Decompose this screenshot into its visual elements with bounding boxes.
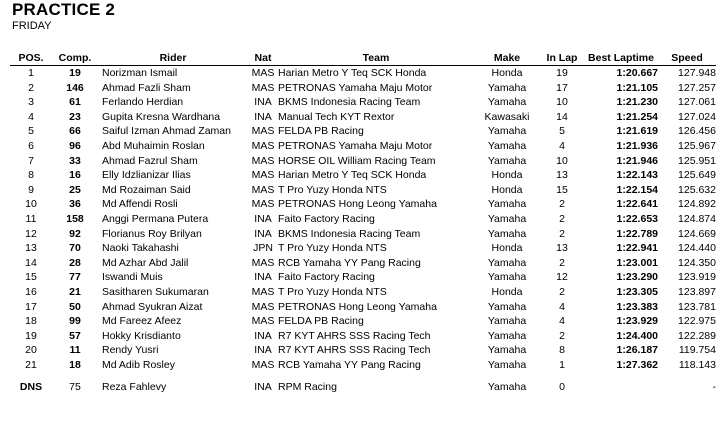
- column-header-team: Team: [278, 50, 474, 66]
- speed-cell: 124.669: [678, 227, 716, 240]
- make-cell: Yamaha: [487, 358, 527, 371]
- table-row: [10, 256, 716, 271]
- rider-cell: Md Rozaiman Said: [102, 183, 191, 196]
- comp-cell: 25: [69, 183, 81, 196]
- make-cell: Yamaha: [487, 381, 527, 394]
- speed-cell: 124.892: [678, 198, 716, 211]
- comp-cell: 19: [69, 67, 81, 79]
- team-cell: Harian Metro Y Teq SCK Honda: [278, 67, 427, 79]
- best-laptime-cell: 1:21.254: [616, 110, 658, 123]
- nat-cell: INA: [254, 212, 272, 225]
- table-row: [10, 197, 716, 212]
- team-cell: FELDA PB Racing: [278, 315, 364, 328]
- in-lap-cell: 12: [556, 271, 568, 284]
- nat-cell: INA: [254, 329, 272, 342]
- comp-cell: 57: [69, 329, 81, 342]
- comp-cell: 99: [69, 315, 81, 328]
- table-row: [10, 212, 716, 227]
- table-row: [10, 241, 716, 256]
- comp-cell: 75: [69, 381, 81, 394]
- table-row: [10, 343, 716, 358]
- nat-cell: INA: [254, 381, 272, 394]
- nat-cell: INA: [254, 96, 272, 109]
- best-laptime-cell: 1:22.154: [616, 183, 658, 196]
- rider-cell: Naoki Takahashi: [102, 242, 179, 255]
- pos-cell: 5: [28, 125, 34, 138]
- best-laptime-cell: 1:22.653: [616, 212, 658, 225]
- pos-cell: 13: [25, 242, 37, 255]
- make-cell: Yamaha: [487, 198, 527, 211]
- comp-cell: 21: [69, 285, 81, 298]
- speed-cell: 127.948: [678, 67, 716, 79]
- pos-cell: 6: [28, 139, 34, 152]
- team-cell: HORSE OIL William Racing Team: [278, 154, 436, 167]
- best-laptime-cell: 1:23.929: [616, 315, 658, 328]
- in-lap-cell: 2: [559, 227, 565, 240]
- dns-row: [10, 380, 716, 395]
- nat-cell: MAS: [251, 125, 275, 138]
- column-header-in-lap: In Lap: [540, 50, 584, 66]
- team-cell: Faito Factory Racing: [278, 212, 375, 225]
- best-laptime-cell: 1:21.619: [616, 125, 658, 138]
- table-row: [10, 270, 716, 285]
- pos-cell: 8: [28, 169, 34, 182]
- best-laptime-cell: 1:21.105: [616, 81, 658, 94]
- best-laptime-cell: 1:22.143: [616, 169, 658, 182]
- make-cell: Yamaha: [487, 125, 527, 138]
- in-lap-cell: 10: [556, 96, 568, 109]
- column-header-rider: Rider: [98, 50, 248, 66]
- column-header-make: Make: [474, 50, 540, 66]
- table-row: [10, 314, 716, 329]
- rider-cell: Hokky Krisdianto: [102, 329, 181, 342]
- nat-cell: MAS: [251, 139, 275, 152]
- comp-cell: 11: [69, 344, 81, 357]
- table-row: [10, 358, 716, 373]
- column-header-pos: POS.: [10, 50, 52, 66]
- session-day: FRIDAY: [12, 20, 52, 32]
- team-cell: Faito Factory Racing: [278, 271, 375, 284]
- pos-cell: 9: [28, 183, 34, 196]
- results-table: [10, 50, 716, 395]
- nat-cell: MAS: [251, 67, 275, 79]
- speed-cell: 125.649: [678, 169, 716, 182]
- nat-cell: MAS: [251, 198, 275, 211]
- best-laptime-cell: 1:22.941: [616, 242, 658, 255]
- best-laptime-cell: 1:23.383: [616, 300, 658, 313]
- make-cell: Honda: [491, 183, 523, 196]
- nat-cell: JPN: [253, 242, 273, 255]
- in-lap-cell: 2: [559, 329, 565, 342]
- comp-cell: 28: [69, 256, 81, 269]
- team-cell: T Pro Yuzy Honda NTS: [278, 242, 387, 255]
- make-cell: Yamaha: [487, 256, 527, 269]
- pos-cell: 16: [25, 285, 37, 298]
- team-cell: PETRONAS Yamaha Maju Motor: [278, 81, 433, 94]
- table-body: [10, 66, 716, 396]
- rider-cell: Anggi Permana Putera: [102, 212, 209, 225]
- pos-cell: 21: [25, 358, 37, 371]
- in-lap-cell: 4: [559, 300, 565, 313]
- speed-cell: 123.897: [678, 285, 716, 298]
- pos-cell: 15: [25, 271, 37, 284]
- column-header-nat: Nat: [248, 50, 278, 66]
- comp-cell: 16: [69, 169, 81, 182]
- speed-cell: 126.456: [678, 125, 716, 138]
- team-cell: BKMS Indonesia Racing Team: [278, 96, 421, 109]
- rider-cell: Md Affendi Rosli: [102, 198, 178, 211]
- speed-cell: 119.754: [678, 344, 716, 357]
- rider-cell: Ahmad Syukran Aizat: [102, 300, 203, 313]
- table-row: [10, 183, 716, 198]
- make-cell: Kawasaki: [484, 110, 530, 123]
- pos-cell: 3: [28, 96, 34, 109]
- comp-cell: 33: [69, 154, 81, 167]
- pos-cell: 20: [25, 344, 37, 357]
- in-lap-cell: 19: [556, 67, 568, 79]
- speed-cell: 125.951: [678, 154, 716, 167]
- team-cell: T Pro Yuzy Honda NTS: [278, 183, 387, 196]
- team-cell: Manual Tech KYT Rextor: [278, 110, 395, 123]
- rider-cell: Norizman Ismail: [102, 67, 178, 79]
- pos-cell: 18: [25, 315, 37, 328]
- table-row: [10, 95, 716, 110]
- nat-cell: MAS: [251, 154, 275, 167]
- in-lap-cell: 8: [559, 344, 565, 357]
- table-row: [10, 154, 716, 169]
- table-row: [10, 124, 716, 139]
- best-laptime-cell: [584, 380, 658, 395]
- table-row: [10, 110, 716, 125]
- best-laptime-cell: 1:23.290: [616, 271, 658, 284]
- best-laptime-cell: 1:21.230: [616, 96, 658, 109]
- best-laptime-cell: 1:20.667: [616, 67, 658, 79]
- speed-cell: 127.024: [678, 110, 716, 123]
- in-lap-cell: 2: [559, 212, 565, 225]
- speed-cell: 123.919: [678, 271, 716, 284]
- speed-cell: 124.440: [678, 242, 716, 255]
- nat-cell: INA: [254, 227, 272, 240]
- comp-cell: 18: [69, 358, 81, 371]
- in-lap-cell: 2: [559, 285, 565, 298]
- make-cell: Yamaha: [487, 96, 527, 109]
- make-cell: Honda: [491, 285, 523, 298]
- in-lap-cell: 2: [559, 198, 565, 211]
- best-laptime-cell: 1:23.001: [616, 256, 658, 269]
- rider-cell: Rendy Yusri: [102, 344, 159, 357]
- team-cell: PETRONAS Hong Leong Yamaha: [278, 198, 437, 211]
- row-spacer: [10, 372, 716, 380]
- make-cell: Honda: [491, 242, 523, 255]
- rider-cell: Gupita Kresna Wardhana: [102, 110, 221, 123]
- page-title: PRACTICE 2: [12, 0, 116, 19]
- team-cell: BKMS Indonesia Racing Team: [278, 227, 421, 240]
- pos-cell: 7: [28, 154, 34, 167]
- comp-cell: 61: [69, 96, 81, 109]
- column-header-best-laptime: Best Laptime: [584, 50, 658, 66]
- best-laptime-cell: 1:27.362: [616, 358, 658, 371]
- make-cell: Yamaha: [487, 212, 527, 225]
- team-cell: RCB Yamaha YY Pang Racing: [278, 358, 421, 371]
- nat-cell: MAS: [251, 183, 275, 196]
- table-row: [10, 168, 716, 183]
- rider-cell: Iswandi Muis: [102, 271, 163, 284]
- team-cell: R7 KYT AHRS SSS Racing Tech: [278, 344, 431, 357]
- in-lap-cell: 4: [559, 139, 565, 152]
- in-lap-cell: 13: [556, 242, 568, 255]
- pos-cell: DNS: [19, 381, 43, 394]
- nat-cell: MAS: [251, 285, 275, 298]
- comp-cell: 36: [69, 198, 81, 211]
- comp-cell: 92: [69, 227, 81, 240]
- nat-cell: MAS: [251, 256, 275, 269]
- pos-cell: 2: [28, 81, 34, 94]
- team-cell: R7 KYT AHRS SSS Racing Tech: [278, 329, 431, 342]
- rider-cell: Ahmad Fazrul Sham: [102, 154, 198, 167]
- comp-cell: 158: [66, 212, 84, 225]
- nat-cell: MAS: [251, 358, 275, 371]
- make-cell: Yamaha: [487, 315, 527, 328]
- make-cell: Yamaha: [487, 139, 527, 152]
- best-laptime-cell: 1:26.187: [616, 344, 658, 357]
- rider-cell: Sasitharen Sukumaran: [102, 285, 209, 298]
- nat-cell: MAS: [251, 315, 275, 328]
- table-row: [10, 66, 716, 81]
- make-cell: Yamaha: [487, 329, 527, 342]
- rider-cell: Md Azhar Abd Jalil: [102, 256, 189, 269]
- comp-cell: 77: [69, 271, 81, 284]
- pos-cell: 19: [25, 329, 37, 342]
- comp-cell: 50: [69, 300, 81, 313]
- nat-cell: MAS: [251, 169, 275, 182]
- in-lap-cell: 2: [559, 256, 565, 269]
- make-cell: Yamaha: [487, 271, 527, 284]
- rider-cell: Md Adib Rosley: [102, 358, 175, 371]
- nat-cell: INA: [254, 110, 272, 123]
- make-cell: Yamaha: [487, 344, 527, 357]
- nat-cell: MAS: [251, 300, 275, 313]
- pos-cell: 11: [25, 212, 37, 225]
- speed-cell: 122.975: [678, 315, 716, 328]
- speed-cell: 124.350: [678, 256, 716, 269]
- table-row: [10, 285, 716, 300]
- rider-cell: Md Fareez Afeez: [102, 315, 182, 328]
- nat-cell: INA: [254, 344, 272, 357]
- speed-cell: 118.143: [678, 358, 716, 371]
- pos-cell: 4: [28, 110, 34, 123]
- nat-cell: MAS: [251, 81, 275, 94]
- row-spacer-cell: [10, 372, 716, 380]
- in-lap-cell: 4: [559, 315, 565, 328]
- best-laptime-cell: 1:21.936: [616, 139, 658, 152]
- best-laptime-cell: 1:22.789: [616, 227, 658, 240]
- speed-cell: 125.632: [678, 183, 716, 196]
- in-lap-cell: 10: [556, 154, 568, 167]
- comp-cell: 96: [69, 139, 81, 152]
- comp-cell: 70: [69, 242, 81, 255]
- column-header-comp: Comp.: [52, 50, 98, 66]
- speed-cell: 123.781: [678, 300, 716, 313]
- table-row: [10, 139, 716, 154]
- rider-cell: Florianus Roy Brilyan: [102, 227, 202, 240]
- in-lap-cell: 13: [556, 169, 568, 182]
- make-cell: Honda: [491, 67, 523, 79]
- speed-cell: -: [712, 381, 716, 394]
- speed-cell: 127.257: [678, 81, 716, 94]
- in-lap-cell: 5: [559, 125, 565, 138]
- table-row: [10, 300, 716, 315]
- comp-cell: 23: [69, 110, 81, 123]
- make-cell: Honda: [491, 169, 523, 182]
- make-cell: Yamaha: [487, 154, 527, 167]
- comp-cell: 146: [66, 81, 84, 94]
- team-cell: FELDA PB Racing: [278, 125, 364, 138]
- make-cell: Yamaha: [487, 300, 527, 313]
- team-cell: T Pro Yuzy Honda NTS: [278, 285, 387, 298]
- column-header-speed: Speed: [658, 50, 716, 66]
- nat-cell: INA: [254, 271, 272, 284]
- rider-cell: Ferlando Herdian: [102, 96, 184, 109]
- rider-cell: Ahmad Fazli Sham: [102, 81, 191, 94]
- best-laptime-cell: 1:24.400: [616, 329, 658, 342]
- in-lap-cell: 14: [556, 110, 568, 123]
- team-cell: RPM Racing: [278, 381, 337, 394]
- table-row: [10, 81, 716, 96]
- table-row: [10, 227, 716, 242]
- speed-cell: 125.967: [678, 139, 716, 152]
- rider-cell: Elly Idzlianizar Ilias: [102, 169, 191, 182]
- pos-cell: 17: [25, 300, 37, 313]
- speed-cell: 127.061: [678, 96, 716, 109]
- in-lap-cell: 0: [559, 381, 565, 394]
- pos-cell: 14: [25, 256, 37, 269]
- in-lap-cell: 1: [559, 358, 565, 371]
- team-cell: PETRONAS Yamaha Maju Motor: [278, 139, 433, 152]
- pos-cell: 12: [25, 227, 37, 240]
- pos-cell: 10: [25, 198, 37, 211]
- team-cell: RCB Yamaha YY Pang Racing: [278, 256, 421, 269]
- in-lap-cell: 15: [556, 183, 568, 196]
- table-header: [10, 50, 716, 66]
- speed-cell: 124.874: [678, 212, 716, 225]
- best-laptime-cell: 1:22.641: [616, 198, 658, 211]
- make-cell: Yamaha: [487, 227, 527, 240]
- make-cell: Yamaha: [487, 81, 527, 94]
- best-laptime-cell: 1:21.946: [616, 154, 658, 167]
- team-cell: Harian Metro Y Teq SCK Honda: [278, 169, 427, 182]
- rider-cell: Saiful Izman Ahmad Zaman: [102, 125, 231, 138]
- pos-cell: 1: [28, 67, 34, 79]
- best-laptime-cell: 1:23.305: [616, 285, 658, 298]
- rider-cell: Reza Fahlevy: [102, 381, 167, 394]
- team-cell: PETRONAS Hong Leong Yamaha: [278, 300, 437, 313]
- table-row: [10, 329, 716, 344]
- comp-cell: 66: [69, 125, 81, 138]
- speed-cell: 122.289: [678, 329, 716, 342]
- rider-cell: Abd Muhaimin Roslan: [102, 139, 205, 152]
- in-lap-cell: 17: [556, 81, 568, 94]
